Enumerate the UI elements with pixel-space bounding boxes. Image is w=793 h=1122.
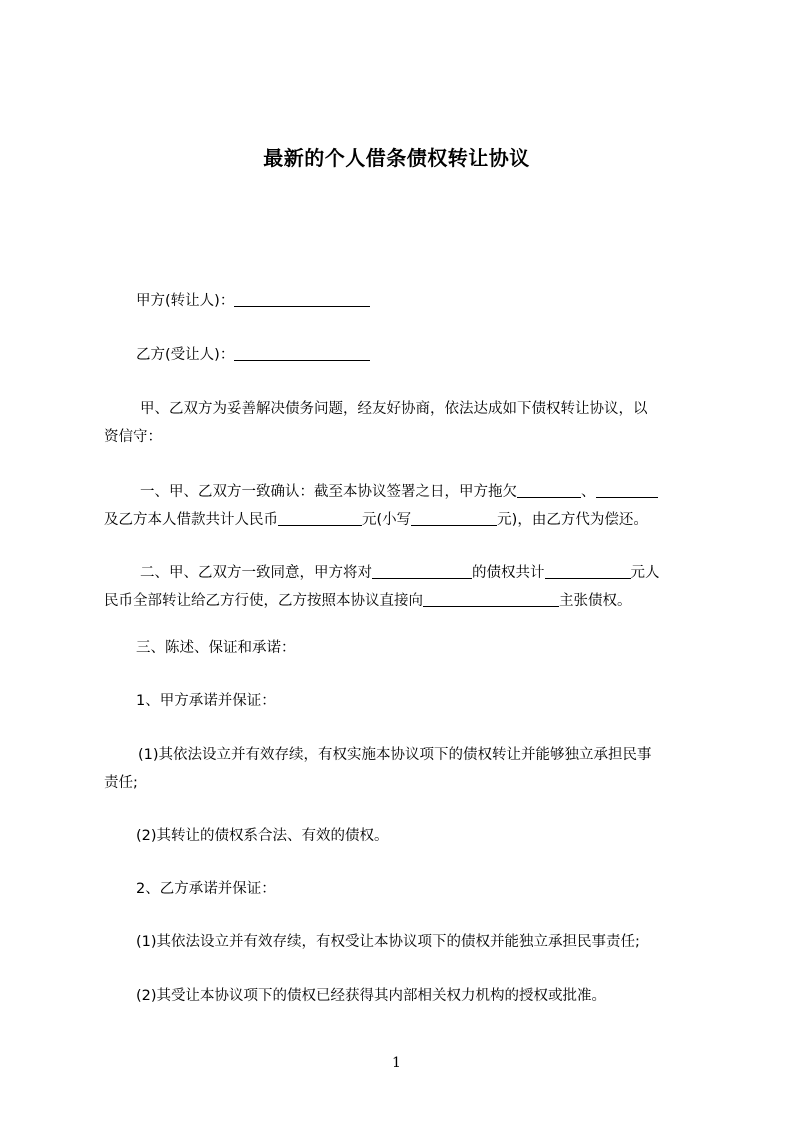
section-2-heading: [136, 875, 736, 903]
section-2-text: 2、乙方承诺并保证：: [136, 881, 276, 897]
party-b-label: 乙方(受让人)：: [136, 347, 235, 363]
section-1-item-2-text: (2)其转让的债权系合法、有效的债权。: [136, 828, 389, 844]
section-1-item-1-line-2: [104, 769, 704, 797]
article-2-text-c: 元人: [630, 565, 660, 581]
article-1-text-c: 及乙方本人借款共计人民币: [104, 512, 278, 528]
section-2-item-2-text: (2)其受让本协议项下的债权已经获得其内部相关权力机构的授权或批准。: [136, 988, 607, 1004]
article-1-text-b: 、: [581, 484, 596, 500]
article-1-blank-1: [517, 481, 581, 498]
section-2-item-2: [136, 982, 736, 1010]
article-3-text: 三、陈述、保证和承诺：: [136, 640, 296, 656]
article-2-text-a: 二、甲、乙双方一致同意，甲方将对: [140, 565, 372, 581]
section-1-text: 1、甲方承诺并保证：: [136, 693, 276, 709]
article-2-text-b: 的债权共计: [472, 565, 545, 581]
party-a-blank: [234, 290, 370, 307]
party-b-blank: [234, 344, 370, 361]
article-2-line-1: [140, 559, 740, 587]
article-1-text-d: 元(小写: [362, 512, 412, 528]
section-1-item-1-text-1: (1)其依法设立并有效存续，有权实施本协议项下的债权转让并能够独立承担民事: [138, 747, 652, 763]
article-1-line-2: [104, 506, 704, 534]
section-2-item-1: [136, 928, 736, 956]
article-2-blank-3: [423, 590, 559, 607]
article-2-text-e: 主张债权。: [559, 593, 632, 609]
section-1-item-1-line-1: [138, 741, 738, 769]
party-b-line: [136, 341, 736, 369]
party-a-label: 甲方(转让人)：: [136, 293, 235, 309]
intro-line-1: [140, 395, 740, 423]
article-1-text-a: 一、甲、乙双方一致确认：截至本协议签署之日，甲方拖欠: [140, 484, 517, 500]
intro-line-2: [104, 423, 704, 451]
party-a-line: [136, 287, 736, 315]
intro-text-2: 资信守：: [104, 429, 162, 445]
article-1-line-1: [140, 478, 740, 506]
page-number: 1: [392, 1055, 401, 1071]
article-2-blank-2: [545, 562, 631, 579]
section-2-item-1-text: (1)其依法设立并有效存续，有权受让本协议项下的债权并能独立承担民事责任;: [136, 934, 640, 950]
document-title: 最新的个人借条债权转让协议: [263, 146, 530, 170]
intro-text-1: 甲、乙双方为妥善解决债务问题，经友好协商，依法达成如下债权转让协议，以: [140, 401, 648, 417]
article-1-blank-2: [596, 481, 658, 498]
section-1-item-1-text-2: 责任;: [104, 775, 138, 791]
article-2-line-2: [104, 587, 704, 615]
article-1-text-e: 元)，由乙方代为偿还。: [497, 512, 648, 528]
article-1-blank-3: [278, 509, 362, 526]
article-1-blank-4: [411, 509, 497, 526]
article-2-blank-1: [372, 562, 472, 579]
section-1-heading: [136, 687, 736, 715]
article-3-heading: [136, 634, 736, 662]
section-1-item-2: [136, 822, 736, 850]
article-2-text-d: 民币全部转让给乙方行使，乙方按照本协议直接向: [104, 593, 423, 609]
